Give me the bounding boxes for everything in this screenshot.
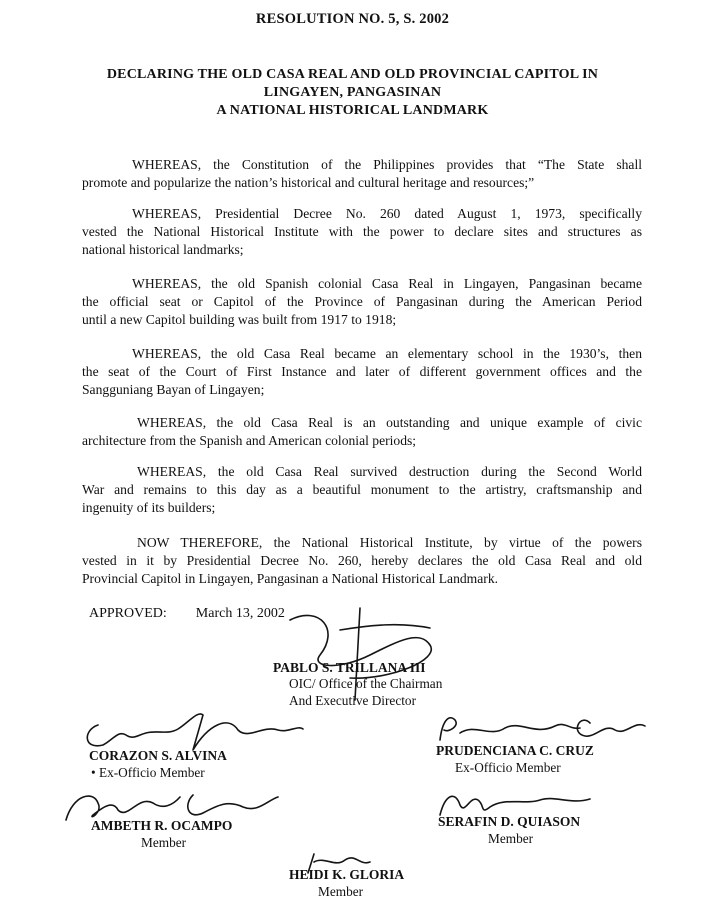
- heading-line-2: LINGAYEN, PANGASINAN: [263, 85, 442, 100]
- paragraph-line: NOW THEREFORE, the National Historical Institute, by virtue of the powers: [137, 535, 642, 550]
- paragraph-line: WHEREAS, the old Casa Real survived destruction during the Second World: [137, 464, 642, 479]
- paragraph-line: WHEREAS, the Constitution of the Philippines provides that “The State shall: [132, 157, 642, 172]
- paragraph-line: the seat of the Court of First Instance and later of different government offices and the: [82, 364, 642, 379]
- cruz-role: Ex-Officio Member: [455, 760, 561, 775]
- alvina-role: • Ex-Officio Member: [91, 765, 205, 780]
- whereas-paragraph-1: [82, 156, 642, 192]
- whereas-paragraph-2: [82, 205, 642, 259]
- whereas-paragraph-4: [82, 345, 642, 399]
- resolution-title: RESOLUTION NO. 5, S. 2002: [255, 11, 450, 27]
- paragraph-line: promote and popularize the nation’s historical and cultural heritage and resources;”: [82, 175, 535, 190]
- paragraph-line: the official seat or Capitol of the Province of Pangasinan during the American Period: [82, 294, 642, 309]
- paragraph-line: WHEREAS, Presidential Decree No. 260 dated August 1, 1973, specifically: [132, 206, 642, 221]
- paragraph-line: WHEREAS, the old Casa Real became an elementary school in the 1930’s, then: [132, 346, 642, 361]
- approved-label: APPROVED:: [89, 606, 167, 621]
- paragraph-line: Provincial Capitol in Lingayen, Pangasinan a National Historical Landmark.: [82, 571, 499, 586]
- paragraph-line: vested in it by Presidential Decree No. 260, hereby declares the old Casa Real and old: [82, 553, 642, 568]
- alvina-name: CORAZON S. ALVINA: [89, 748, 227, 763]
- paragraph-line: WHEREAS, the old Casa Real is an outstanding and unique example of civic: [137, 415, 642, 430]
- heading-line-3: A NATIONAL HISTORICAL LANDMARK: [216, 103, 489, 118]
- now-therefore-paragraph: [82, 534, 642, 588]
- approved-date: March 13, 2002: [195, 606, 285, 621]
- paragraph-line: architecture from the Spanish and American colonial periods;: [82, 433, 417, 448]
- trillana-role-2: And Executive Director: [289, 693, 417, 708]
- paragraph-line: ingenuity of its builders;: [82, 500, 216, 515]
- ocampo-role: Member: [141, 835, 187, 850]
- gloria-role: Member: [318, 884, 364, 899]
- paragraph-line: until a new Capitol building was built from 1917 to 1918;: [82, 312, 397, 327]
- quiason-name: SERAFIN D. QUIASON: [438, 814, 581, 829]
- whereas-paragraph-6: [82, 463, 642, 517]
- ocampo-name: AMBETH R. OCAMPO: [91, 818, 233, 833]
- approved-line: [89, 606, 285, 622]
- paragraph-line: War and remains to this day as a beautiful monument to the artistry, craftsmanship and: [82, 482, 642, 497]
- heading-line-1: DECLARING THE OLD CASA REAL AND OLD PROVINCIAL CAPITOL IN: [106, 67, 599, 82]
- gloria-name: HEIDI K. GLORIA: [289, 867, 405, 882]
- paragraph-line: national historical landmarks;: [82, 242, 244, 257]
- quiason-role: Member: [488, 831, 534, 846]
- whereas-paragraph-3: [82, 275, 642, 329]
- whereas-paragraph-5: [82, 414, 642, 450]
- paragraph-line: Sangguniang Bayan of Lingayen;: [82, 382, 265, 397]
- cruz-name: PRUDENCIANA C. CRUZ: [436, 743, 594, 758]
- paragraph-line: WHEREAS, the old Spanish colonial Casa Real in Lingayen, Pangasinan became: [132, 276, 642, 291]
- trillana-name: PABLO S. TRILLANA III: [273, 660, 426, 675]
- trillana-role-1: OIC/ Office of the Chairman: [289, 676, 443, 691]
- paragraph-line: vested the National Historical Institute with the power to declare sites and structures as: [82, 224, 642, 239]
